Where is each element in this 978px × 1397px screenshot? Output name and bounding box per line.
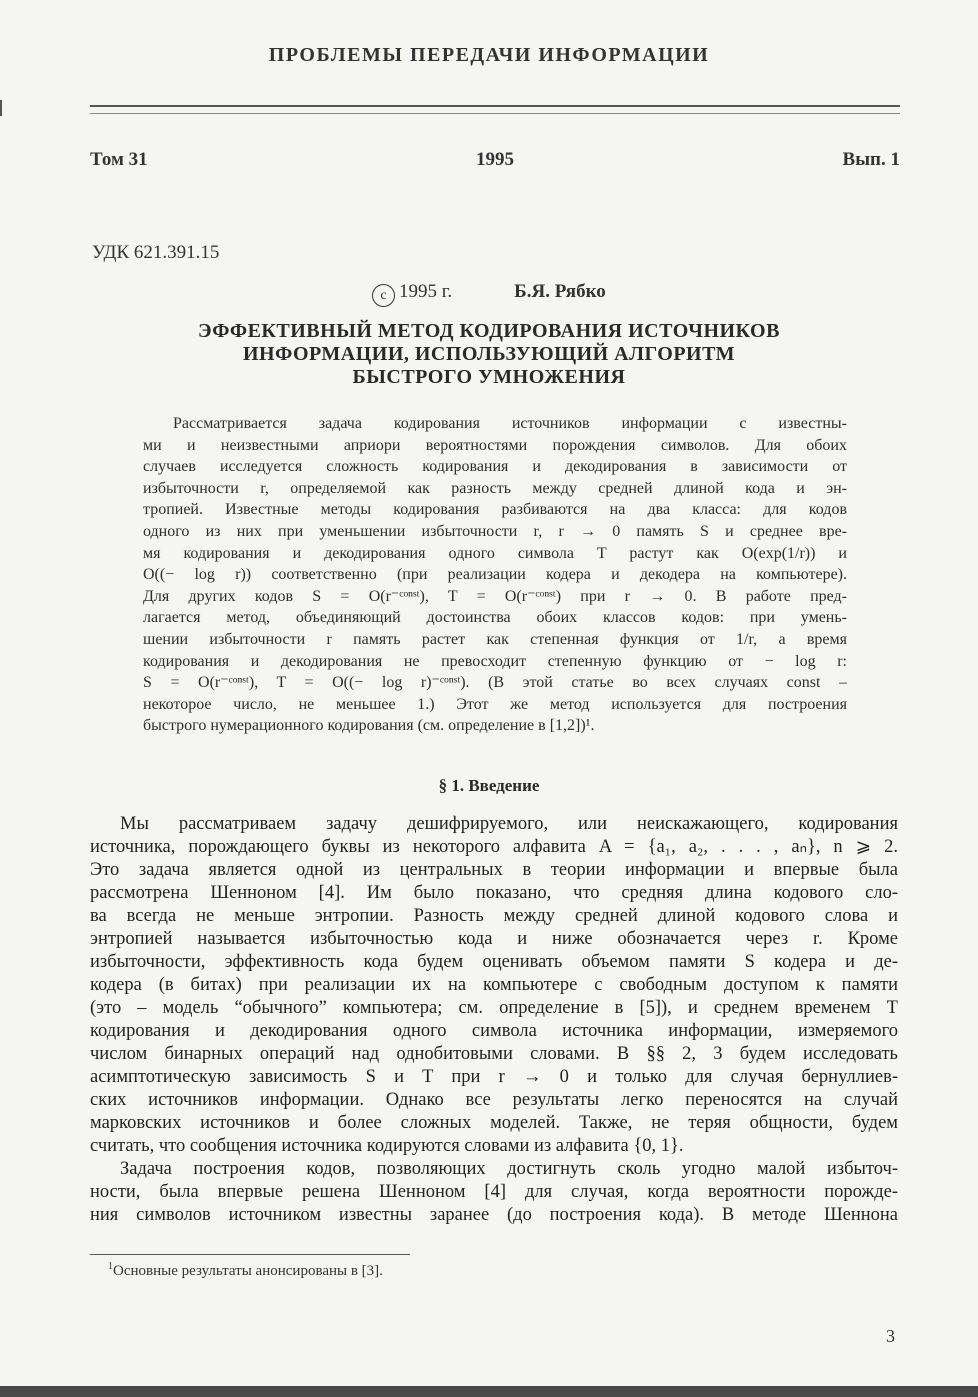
body-line: асимптотическую зависимость S и T при r → 0 и только для случая бернуллиев- bbox=[90, 1067, 898, 1087]
title-line: БЫСТРОГО УМНОЖЕНИЯ bbox=[352, 366, 626, 388]
copyright-year: 1995 г. bbox=[399, 281, 453, 302]
abstract-line: некоторое число, не меньшее 1.) Этот же метод используется для построения bbox=[143, 695, 847, 713]
title-line: ЭФФЕКТИВНЫЙ МЕТОД КОДИРОВАНИЯ ИСТОЧНИКОВ bbox=[198, 320, 780, 342]
journal-title: ПРОБЛЕМЫ ПЕРЕДАЧИ ИНФОРМАЦИИ bbox=[268, 44, 710, 66]
body-line: считать, что сообщения источника кодируются словами из алфавита {0, 1}. bbox=[90, 1136, 684, 1156]
body-line: кодирования и декодирования одного символа источника информации, измеряемого bbox=[90, 1021, 898, 1041]
body-line: числом бинарных операций над однобитовыми словами. В §§ 2, 3 будем исследовать bbox=[90, 1044, 898, 1064]
body-line: рассмотрена Шенноном [4]. Им было показано, что средняя длина кодового сло- bbox=[90, 883, 898, 903]
abstract-line: тропией. Известные методы кодирования разбиваются на два класса: для кодов bbox=[143, 501, 847, 519]
body-line: Задача построения кодов, позволяющих достигнуть сколь угодно малой избыточ- bbox=[120, 1159, 898, 1179]
footnote-text: Основные результаты анонсированы в [3]. bbox=[113, 1263, 383, 1279]
copyright-line bbox=[372, 281, 606, 307]
abstract-line: быстрого нумерационного кодирования (см. определение в [1,2])¹. bbox=[143, 717, 595, 735]
body-line: энтропией называется избыточностью кода и ниже обозначается через r. Кроме bbox=[90, 929, 898, 949]
body-line: ния символов источником известны заранее (до построения кода). В методе Шеннона bbox=[90, 1205, 898, 1225]
issue-year: 1995 bbox=[476, 149, 514, 170]
body-line: Это задача является одной из центральных в теории информации и впервые была bbox=[90, 860, 898, 880]
body-line: ских источников информации. Однако все результаты легко переносятся на случай bbox=[90, 1090, 898, 1110]
title-line: ИНФОРМАЦИИ, ИСПОЛЬЗУЮЩИЙ АЛГОРИТМ bbox=[242, 343, 736, 365]
abstract-line: S = O(r⁻ᶜᵒⁿˢᵗ), T = O((− log r)⁻ᶜᵒⁿˢᵗ). (В этой статье во всех случаях const – bbox=[143, 674, 847, 692]
scan-mark bbox=[0, 100, 2, 116]
article-title bbox=[0, 320, 978, 389]
scan-edge bbox=[0, 1386, 978, 1397]
abstract-line: Для других кодов S = O(r⁻ᶜᵒⁿˢᵗ), T = O(r⁻ᶜᵒⁿˢᵗ) при r → 0. В работе пред- bbox=[143, 587, 847, 605]
issue-line bbox=[90, 149, 900, 173]
body-line: ности, была впервые решена Шенноном [4] для случая, когда вероятности порожде- bbox=[90, 1182, 898, 1202]
body-line: (это – модель “обычного” компьютера; см. определение в [5]), и среднем временем T bbox=[90, 998, 898, 1018]
footnote bbox=[108, 1261, 383, 1280]
author: Б.Я. Рябко bbox=[514, 281, 606, 302]
abstract-line: избыточности r, определяемой как разность между средней длиной кода и эн- bbox=[143, 479, 847, 497]
abstract-line: ми и неизвестными априори вероятностями порождения символов. Для обоих bbox=[143, 436, 847, 454]
abstract-line: O((− log r)) соответственно (при реализации кодера и декодера на компьютере). bbox=[143, 566, 847, 584]
issue-number: Вып. 1 bbox=[842, 149, 900, 170]
footnote-mark: 1 bbox=[108, 1261, 113, 1272]
body-line: источника, порождающего буквы из некоторого алфавита A = {a₁, a₂, . . . , aₙ}, n ⩾ 2. bbox=[90, 837, 898, 857]
abstract bbox=[143, 413, 847, 737]
section-heading: § 1. Введение bbox=[438, 776, 540, 795]
udc-code: УДК 621.391.15 bbox=[92, 242, 220, 263]
header-rule-thin bbox=[90, 113, 900, 114]
abstract-line: шении избыточности r память растет как степенная функция от 1/r, а время bbox=[143, 630, 847, 648]
body-line: ва всегда не меньше энтропии. Разность между средней длиной кодового слова и bbox=[90, 906, 898, 926]
header-rule bbox=[90, 105, 900, 107]
body-line: Мы рассматриваем задачу дешифрируемого, или неискажающего, кодирования bbox=[120, 814, 898, 834]
footnote-rule bbox=[90, 1254, 410, 1255]
body-line: кодера (в битах) при реализации их на компьютере с свободным доступом к памяти bbox=[90, 975, 898, 995]
abstract-line: случаев исследуется сложность кодирования и декодирования в зависимости от bbox=[143, 458, 847, 476]
copyright-icon: c bbox=[372, 284, 395, 307]
abstract-line: одного из них при уменьшении избыточности r, r → 0 память S и среднее вре- bbox=[143, 522, 847, 540]
body-text bbox=[90, 813, 898, 1227]
abstract-line: лагается метод, объединяющий достоинства обоих классов кодов: при умень- bbox=[143, 609, 847, 627]
body-line: избыточности, эффективность кода будем оценивать объемом памяти S кодера и де- bbox=[90, 952, 898, 972]
volume: Том 31 bbox=[90, 149, 148, 170]
abstract-line: кодирования и декодирования не превосходит степенную функцию от − log r: bbox=[143, 652, 847, 670]
abstract-line: Рассматривается задача кодирования источников информации с известны- bbox=[173, 415, 847, 432]
abstract-line: мя кодирования и декодирования одного символа T растут как O(exp(1/r)) и bbox=[143, 544, 847, 562]
body-line: марковских источников и более сложных моделей. Также, не теряя общности, будем bbox=[90, 1113, 898, 1133]
page-number: 3 bbox=[886, 1326, 895, 1346]
